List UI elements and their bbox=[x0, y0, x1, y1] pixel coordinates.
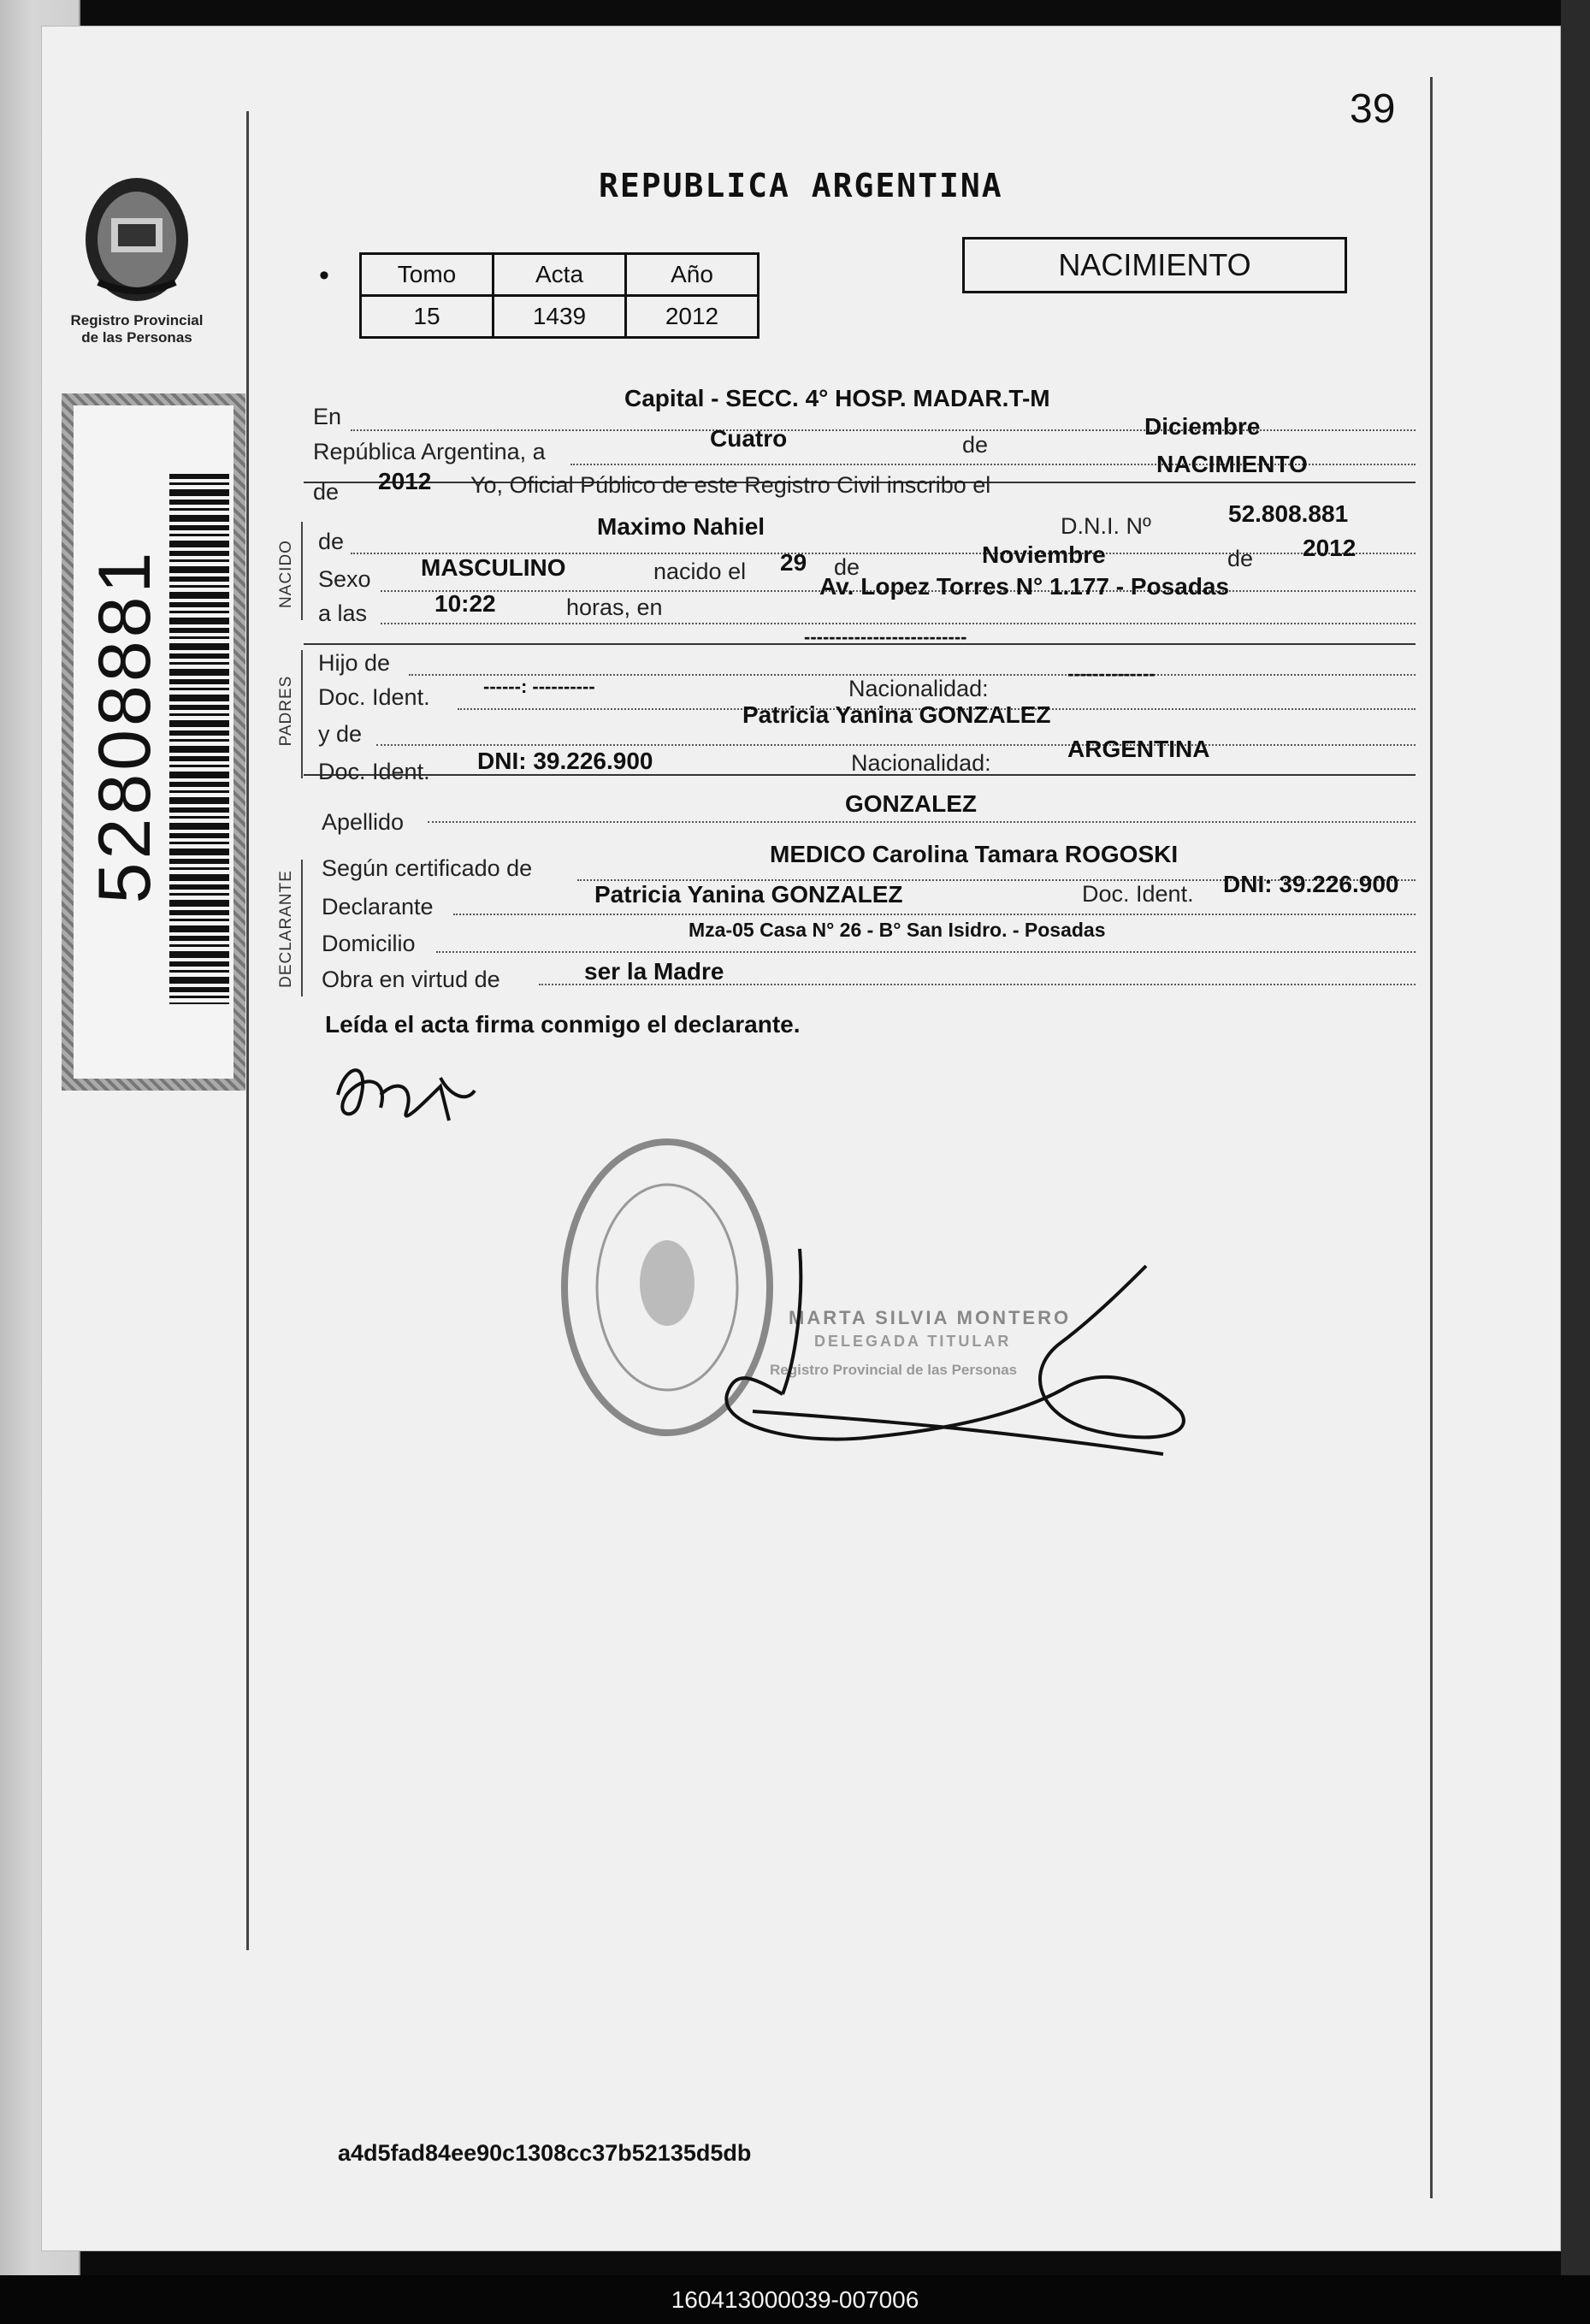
officer-signature bbox=[701, 1232, 1197, 1471]
lugar-value: Av. Lopez Torres N° 1.177 - Posadas bbox=[819, 573, 1230, 600]
dotted-line bbox=[376, 744, 1416, 746]
acta-header: Acta bbox=[494, 254, 626, 296]
hijo-value: -------------------------- bbox=[804, 626, 967, 648]
apellido-label: Apellido bbox=[322, 809, 405, 835]
padres-bracket bbox=[301, 650, 303, 778]
doc3-label: Doc. Ident. bbox=[1082, 881, 1194, 907]
nombre-value: Maximo Nahiel bbox=[597, 513, 765, 540]
nac1-label: Nacionalidad: bbox=[848, 676, 989, 701]
yo-text: Yo, Oficial Público de este Registro Civil inscribo el bbox=[470, 472, 991, 498]
declarant-signature bbox=[321, 1044, 483, 1138]
de2-label: de bbox=[313, 479, 340, 505]
nac-mes-value: Noviembre bbox=[982, 541, 1106, 568]
madre-value: Patricia Yanina GONZALEZ bbox=[742, 701, 1051, 728]
horas-label: horas, en bbox=[566, 594, 663, 620]
stamp-official-name: MARTA SILVIA MONTERO bbox=[789, 1307, 1072, 1328]
barcode-sticker bbox=[62, 393, 245, 1091]
doc1-label: Doc. Ident. bbox=[318, 684, 430, 710]
certificado-label: Según certificado de bbox=[322, 855, 533, 881]
republica-label: República Argentina, a bbox=[313, 439, 546, 464]
stamp-official-registry: Registro Provincial de las Personas bbox=[770, 1362, 1018, 1378]
dotted-line bbox=[381, 623, 1416, 624]
dia-value: Cuatro bbox=[710, 425, 788, 452]
nac-anio-value: 2012 bbox=[1303, 535, 1357, 561]
dotted-line bbox=[436, 951, 1416, 953]
margin-line bbox=[246, 111, 249, 1950]
provincial-seal-icon bbox=[51, 171, 222, 308]
right-border-line bbox=[1430, 77, 1433, 2198]
de-label: de bbox=[962, 432, 989, 458]
nacido-el-label: nacido el bbox=[653, 559, 747, 584]
page-number: 39 bbox=[1350, 86, 1396, 132]
barcode-icon bbox=[169, 474, 229, 1004]
side-label-padres: PADRES bbox=[277, 675, 295, 747]
inscribo-value: NACIMIENTO bbox=[1156, 451, 1308, 477]
stamp-official-title: DELEGADA TITULAR bbox=[814, 1333, 1012, 1350]
record-type-box: NACIMIENTO bbox=[962, 237, 1347, 293]
side-label-nacido: NACIDO bbox=[277, 540, 295, 608]
declarante-bracket bbox=[301, 860, 303, 996]
side-label-declarante: DECLARANTE bbox=[277, 870, 295, 988]
certificado-value: MEDICO Carolina Tamara ROGOSKI bbox=[770, 841, 1179, 867]
nac1-value: -------------- bbox=[1067, 663, 1156, 684]
apellido-value: GONZALEZ bbox=[845, 790, 977, 817]
dotted-line bbox=[428, 821, 1416, 823]
tomo-header: Tomo bbox=[361, 254, 494, 296]
obra-label: Obra en virtud de bbox=[322, 967, 500, 992]
en-label: En bbox=[313, 404, 342, 429]
doc1-value: ------: ---------- bbox=[483, 676, 595, 697]
domicilio-label: Domicilio bbox=[322, 931, 416, 956]
barcode-number: 52808881 bbox=[84, 548, 166, 904]
domicilio-value: Mza-05 Casa N° 26 - B° San Isidro. - Posadas bbox=[689, 919, 1106, 941]
hijo-label: Hijo de bbox=[318, 650, 391, 676]
logo-text-line-2: de las Personas bbox=[81, 329, 192, 346]
sexo-value: MASCULINO bbox=[421, 554, 566, 581]
anio-value: 2012 bbox=[626, 296, 759, 338]
closing-text: Leída el acta firma conmigo el declarante. bbox=[325, 1011, 801, 1038]
acta-value: 1439 bbox=[494, 296, 626, 338]
de4-label: de bbox=[1227, 546, 1254, 571]
declarante-label: Declarante bbox=[322, 894, 434, 920]
anio-value: 2012 bbox=[378, 468, 432, 494]
alas-label: a las bbox=[318, 600, 368, 626]
doc2-label: Doc. Ident. bbox=[318, 759, 430, 784]
en-value: Capital - SECC. 4° HOSP. MADAR.T-M bbox=[624, 385, 1050, 411]
footer-id: 160413000039-007006 bbox=[671, 2286, 919, 2313]
registry-logo bbox=[51, 171, 222, 368]
document-page bbox=[41, 26, 1561, 2251]
mes-value: Diciembre bbox=[1144, 413, 1261, 440]
tomo-value: 15 bbox=[361, 296, 494, 338]
declarante-value: Patricia Yanina GONZALEZ bbox=[594, 881, 903, 908]
obra-value: ser la Madre bbox=[584, 958, 724, 985]
nac2-label: Nacionalidad: bbox=[851, 750, 991, 776]
doc3-value: DNI: 39.226.900 bbox=[1223, 871, 1399, 897]
sexo-label: Sexo bbox=[318, 566, 371, 592]
nac2-value: ARGENTINA bbox=[1067, 736, 1210, 762]
yde-label: y de bbox=[318, 721, 363, 747]
footer-bar bbox=[0, 2275, 1590, 2324]
book-reference-table: • Tomo Acta Año 15 1439 2012 bbox=[325, 252, 760, 339]
nacido-bracket bbox=[301, 522, 303, 620]
dni-label: D.N.I. Nº bbox=[1061, 513, 1151, 539]
dni-value: 52.808.881 bbox=[1228, 500, 1349, 527]
de3-label: de bbox=[834, 554, 860, 580]
page-edge-shadow bbox=[1561, 0, 1590, 2324]
document-hash: a4d5fad84ee90c1308cc37b52135d5db bbox=[338, 2140, 752, 2166]
doc2-value: DNI: 39.226.900 bbox=[477, 748, 653, 774]
hora-value: 10:22 bbox=[434, 590, 496, 617]
logo-text-line-1: Registro Provincial bbox=[70, 312, 204, 328]
nac-dia-value: 29 bbox=[780, 549, 807, 576]
nombre-label: de bbox=[318, 529, 345, 554]
header-title: REPUBLICA ARGENTINA bbox=[599, 167, 1003, 204]
dotted-line bbox=[453, 914, 1416, 915]
anio-header: Año bbox=[626, 254, 759, 296]
